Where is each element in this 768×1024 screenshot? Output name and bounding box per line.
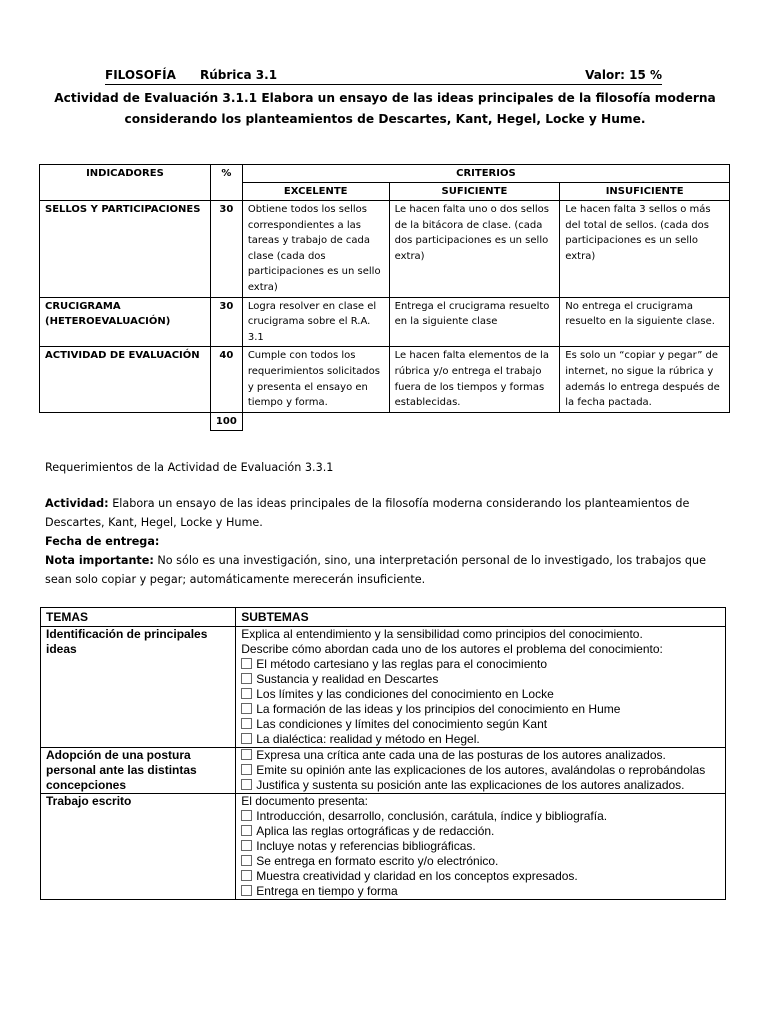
checkbox-icon [241, 718, 252, 729]
checkbox-icon [241, 764, 252, 775]
subtopic-intro: Explica al entendimiento y la sensibilidad como principios del conocimiento. [241, 627, 643, 641]
subtopics-cell [236, 748, 726, 794]
subtopics-cell [236, 627, 726, 748]
checkbox-icon [241, 779, 252, 790]
topic-cell: Trabajo escrito [41, 794, 236, 900]
date-label: Fecha de entrega: [45, 535, 160, 548]
list-item: Se entrega en formato escrito y/o electrónico. [241, 854, 720, 869]
checkbox-icon [241, 870, 252, 881]
page-title: Actividad de Evaluación 3.1.1 Elabora un ensayo de las ideas principales de la filosofía moderna considerando los planteamientos de Descartes, Kant, Hegel, Locke y Hume. [54, 91, 716, 126]
checkbox-icon [241, 855, 252, 866]
percent-cell: 40 [210, 347, 242, 412]
list-item: Expresa una crítica ante cada una de las posturas de los autores analizados. [241, 748, 720, 763]
checkbox-icon [241, 733, 252, 744]
header-line [105, 66, 662, 85]
table-row [40, 347, 730, 412]
list-item: Los límites y las condiciones del conocimiento en Locke [241, 687, 720, 702]
header-percent: % [210, 165, 242, 201]
list-item: El método cartesiano y las reglas para el conocimiento [241, 657, 720, 672]
empty-cell [242, 412, 729, 431]
checkbox-icon [241, 688, 252, 699]
header-sufficient: SUFICIENTE [389, 183, 560, 201]
note-text: No sólo es una investigación, sino, una interpretación personal de lo investigado, los trabajos que sean solo copiar y pegar; automáticamente merecerán insuficiente. [45, 554, 706, 586]
header-topics: TEMAS [41, 608, 236, 627]
percent-cell: 30 [210, 201, 242, 298]
list-item: Aplica las reglas ortográficas y de redacción. [241, 824, 720, 839]
header-subtopics: SUBTEMAS [236, 608, 726, 627]
list-item: Sustancia y realidad en Descartes [241, 672, 720, 687]
table-row [41, 627, 726, 748]
header-insufficient: INSUFICIENTE [560, 183, 730, 201]
header-criteria: CRITERIOS [242, 165, 729, 183]
rubric-table [39, 164, 730, 431]
checkbox-icon [241, 885, 252, 896]
header-excellent: EXCELENTE [242, 183, 389, 201]
note-label: Nota importante: [45, 554, 154, 567]
value-label: Valor: 15 % [585, 68, 662, 82]
list-item: Introducción, desarrollo, conclusión, carátula, índice y bibliografía. [241, 809, 720, 824]
checkbox-icon [241, 810, 252, 821]
excellent-cell: Obtiene todos los sellos correspondientes a las tareas y trabajo de cada clase (cada dos participaciones es un sello extra) [242, 201, 389, 298]
topic-cell: Identificación de principales ideas [41, 627, 236, 748]
list-item: Muestra creatividad y claridad en los conceptos expresados. [241, 869, 720, 884]
subject-label: FILOSOFÍA [105, 68, 176, 82]
checkbox-icon [241, 658, 252, 669]
header-indicators: INDICADORES [40, 165, 211, 201]
list-item: Justifica y sustenta su posición ante las explicaciones de los autores analizados. [241, 778, 720, 793]
checkbox-icon [241, 749, 252, 760]
indicator-cell: CRUCIGRAMA (HETEROEVALUACIÓN) [40, 297, 211, 347]
sufficient-cell: Le hacen falta uno o dos sellos de la bitácora de clase. (cada dos participaciones es un sello extra) [389, 201, 560, 298]
excellent-cell: Cumple con todos los requerimientos solicitados y presenta el ensayo en tiempo y forma. [242, 347, 389, 412]
indicator-cell: ACTIVIDAD DE EVALUACIÓN [40, 347, 211, 412]
indicator-cell: SELLOS Y PARTICIPACIONES [40, 201, 211, 298]
requirements-heading: Requerimientos de la Actividad de Evaluación 3.3.1 [45, 461, 334, 474]
subtopics-cell [236, 794, 726, 900]
topic-cell: Adopción de una postura personal ante las distintas concepciones [41, 748, 236, 794]
activity-label: Actividad: [45, 497, 109, 510]
checkbox-icon [241, 825, 252, 836]
list-item: Entrega en tiempo y forma [241, 884, 720, 899]
subtopic-intro: El documento presenta: [241, 794, 368, 808]
sufficient-cell: Le hacen falta elementos de la rúbrica y/o entrega el trabajo fuera de los tiempos y formas establecidas. [389, 347, 560, 412]
table-row [40, 201, 730, 298]
activity-text: Elabora un ensayo de las ideas principales de la filosofía moderna considerando los planteamientos de Descartes, Kant, Hegel, Locke y Hume. [45, 497, 690, 529]
percent-cell: 30 [210, 297, 242, 347]
insufficient-cell: Le hacen falta 3 sellos o más del total de sellos. (cada dos participaciones es un sello extra) [560, 201, 730, 298]
sufficient-cell: Entrega el crucigrama resuelto en la siguiente clase [389, 297, 560, 347]
rubric-label: Rúbrica 3.1 [200, 68, 278, 82]
activity-paragraph [45, 494, 735, 589]
excellent-cell: Logra resolver en clase el crucigrama sobre el R.A. 3.1 [242, 297, 389, 347]
insufficient-cell: No entrega el crucigrama resuelto en la siguiente clase. [560, 297, 730, 347]
subtopic-intro: Describe cómo abordan cada uno de los autores el problema del conocimiento: [241, 642, 663, 656]
list-item: Incluye notas y referencias bibliográficas. [241, 839, 720, 854]
total-cell: 100 [210, 412, 242, 431]
checkbox-icon [241, 840, 252, 851]
table-row [41, 748, 726, 794]
checkbox-icon [241, 703, 252, 714]
insufficient-cell: Es solo un “copiar y pegar” de internet, no sigue la rúbrica y además lo entrega después de la fecha pactada. [560, 347, 730, 412]
empty-cell [40, 412, 211, 431]
table-row [40, 297, 730, 347]
list-item: Emite su opinión ante las explicaciones de los autores, avalándolas o reprobándolas [241, 763, 720, 778]
checkbox-icon [241, 673, 252, 684]
list-item: La dialéctica: realidad y método en Hegel. [241, 732, 720, 747]
topics-table [40, 607, 726, 900]
list-item: Las condiciones y límites del conocimiento según Kant [241, 717, 720, 732]
table-row [41, 794, 726, 900]
list-item: La formación de las ideas y los principios del conocimiento en Hume [241, 702, 720, 717]
